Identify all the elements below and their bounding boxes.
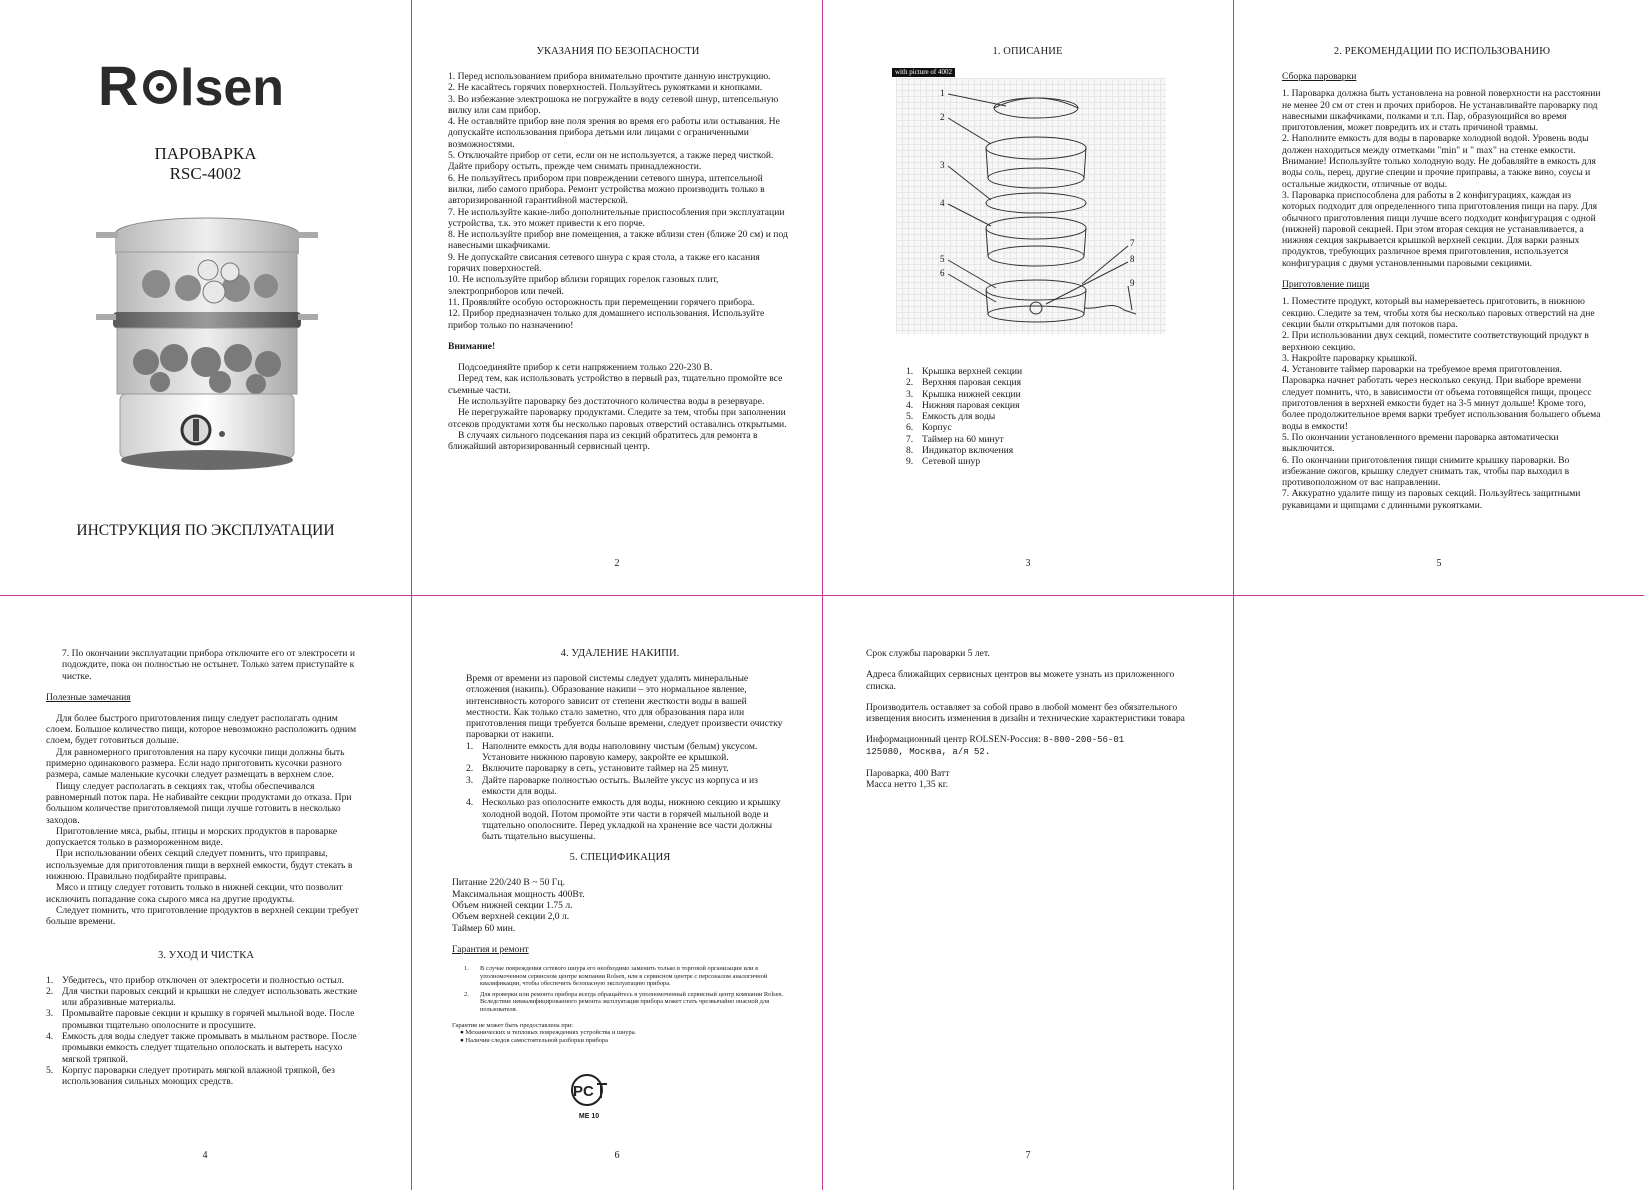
safety-item: 3. Во избежание электрошока не погружайте в воду сетевой шнур, штепсельную вилку или сам прибор. [448,93,779,116]
attention-item: В случаях сильного подсекания пара из секций обратитесь для ремонта в ближайший авторизированный сервисный центр. [448,429,758,453]
attention-item: Не используйте пароварку без достаточного количества воды в резервуаре. [458,396,765,408]
list-item: 1. Крышка верхней секции [906,366,1023,377]
description-title: 1. ОПИСАНИЕ [992,46,1063,57]
care-page [46,648,366,1148]
cooking-item: 6. По окончании приготовления пищи снимите крышку пароварки. Во избежание ожогов, крышку следует снимать так, чтобы пар выходил в противоположном от вас направлении. [1282,454,1570,489]
care-list [46,975,366,1088]
safety-item: 2. Не касайтесь горячих поверхностей. Пользуйтесь рукоятками и кнопками. [448,82,763,94]
warranty-heading: Гарантия и ремонт [452,943,529,955]
tip-item: Для более быстрого приготовления пищу следует располагать одним слоем. Большое количество пищи, которое невозможно расположить одним слоем, будет готовиться дольше. [46,712,357,747]
list-item: 6. Корпус [906,422,952,434]
callout-5: 5 [940,254,945,264]
cooking-item: 2. При использовании двух секций, поместите соответствующий продукт в верхнюю секцию. [1282,330,1589,353]
manual-title: ИНСТРУКЦИЯ ПО ЭКСПЛУАТАЦИИ [76,522,335,539]
callout-3: 3 [940,160,945,170]
spec-list [452,877,788,933]
exploded-diagram [896,78,1166,334]
cooking-item: 4. Установите таймер пароварки на требуемое время приготовления. Пароварка начнет работать через несколько секунд. При выборе времени следует помнить, что, в зависимости от объема готовящейся пищи, процесс приготовления в верхней емкости будет на 3-5 минут дольше! Кроме того, более продолжительное время варки требует использования большего объема воды в емкости! [1282,364,1601,432]
list-item: 4. Несколько раз ополосните емкость для воды, нижнюю секцию и крышку холодной водой. Потом промойте эти части в горячей мыльной воде и тщательно ополосните. Перед укладкой на хранение все части должны быть тщательно высушены. [466,797,781,843]
list-item: 1. Наполните емкость для воды наполовину чистым (белым) уксусом. Установите нижнюю паровую камеру, закройте ее крышкой. [466,740,758,764]
safety-item: 9. Не допускайте свисания сетевого шнура с края стола, а также его касания горячих поверхностей. [448,251,760,275]
recommendations-title: 2. РЕКОМЕНДАЦИИ ПО ИСПОЛЬЗОВАНИЮ [1333,46,1551,57]
warranty-void: Гарантия не может быть предоставлена при: [452,1021,574,1029]
callout-7: 7 [1130,238,1135,248]
info-center: Информационный центр ROLSEN-Россия: 8-800-200-56-01 [866,734,1125,746]
steamer-parts-diagram [896,78,1166,334]
spec-item: Питание 220/240 В ~ 50 Гц. [452,877,565,889]
descale-intro: Время от времени из паровой системы следует удалять минеральные отложения (накипь). Образование накипи – это нормальное явление, интенсивность которого зависит от степени жесткости воды в вашей местности. Как только стало заметно, что для образования пара или приготовления пищи требуется больше времени, следует произвести очистку пароварки от накипи. [466,673,783,741]
info-phone: 8-800-200-56-01 [1043,735,1125,746]
list-item: 2. Для чистки паровых секций и крышки не следует использовать жесткие или абразивные материалы. [46,985,358,1009]
safety-item: 12. Прибор предназначен только для домашнего использования. Используйте прибор только по назначению! [448,308,765,331]
descale-page [452,648,788,1148]
callout-4: 4 [940,198,945,208]
safety-item: 11. Проявляйте особую осторожность при перемещении горячего прибора. [448,296,755,308]
product-name: ПАРОВАРКА [154,144,257,163]
list-item: 8. Индикатор включения [906,445,1014,457]
assembly-item: 2. Наполните емкость для воды в пароварке холодной водой. Уровень воды должен находиться между отметками "min" и " max" на стенке емкости. [1282,133,1589,156]
page-number: 6 [614,1150,620,1161]
model-number: RSC-4002 [169,164,242,183]
spec-item: Максимальная мощность 400Вт. [452,888,585,900]
page-number: 7 [1025,1150,1031,1161]
list-item: 2. Для проверки или ремонта прибора всегда обращайтесь в уполномоченный сервисный центр компании Rolsen. Вследствие неквалифицированного ремонта эксплуатация прибора может стать чрезвычайно опасной для пользователя. [464,990,784,1013]
list-item: 3. Промывайте паровые секции и крышку в горячей мыльной воде. После промывки тщательно ополосните и просушите. [46,1008,355,1031]
descale-steps [452,741,788,843]
list-item: 1. В случае повреждения сетевого шнура его необходимо заменить только в торговой организации или в уполномоченном сервисном центре компании Rolsen, или в сервисном центре с персоналом аналогичной квалификации, чтобы обеспечить безопасную эксплуатацию прибора. [464,964,768,988]
safety-item: 1. Перед использованием прибора внимательно прочтите данную инструкцию. [448,71,771,82]
list-item: 1. Убедитесь, что прибор отключен от электросети и полностью остыл. [46,974,345,986]
attention-item: Подсоединяйте прибор к сети напряжением только 220-230 В. [458,362,713,374]
svg-text:PC: PC [573,1083,594,1100]
manufacturer-note: Производитель оставляет за собой право в любой момент без обязательного извещения вносить изменения в дизайн и технические характеристики товара [866,701,1185,725]
assembly-item: Внимание! Используйте только холодную воду. Не добавляйте в емкость для воды соль, перец, другие специи и прочие приправы, а также вино, соусы и остальные жидкости, отличные от воды. [1282,156,1596,190]
callout-2: 2 [940,112,945,122]
parts-list [906,366,1106,468]
service-life: Срок службы пароварки 5 лет. [866,648,990,659]
descale-title: 4. УДАЛЕНИЕ НАКИПИ. [560,648,680,659]
svg-text:R: R [98,55,140,115]
spec-item: Объем верхней секции 2,0 л. [452,911,570,923]
assembly-item: 3. Пароварка приспособлена для работы в 2 конфигурациях, каждая из которых подходит для определенного типа приготовления пищи на пару. Для обычного приготовления пищи лучше всего подходит конфигурация с одной (нижней) паровой секцией. При этом вторая секция не устанавливается, а нижняя секция закрывается крышкой верхней секции. Для варки разных продуктов, требующих различное время приготовления, используется конфигурация с двумя установленными паровыми секциями. [1282,189,1598,269]
info-address: 125080, Москва, а/я 52. [866,746,991,757]
rst-certification-icon [567,1072,611,1108]
tip-item: Для равномерного приготовления на пару кусочки пищи должны быть примерно одинакового размера. Если надо приготовить кусочки разного размера, самые маленькие кусочки следует размещать в верхнем слое. [46,746,345,781]
care-title: 3. УХОД И ЧИСТКА [157,949,255,961]
safety-title: УКАЗАНИЯ ПО БЕЗОПАСНОСТИ [536,46,700,57]
product-power: Пароварка, 400 Ватт [866,768,950,780]
list-item: 4. Нижняя паровая секция [906,399,1020,411]
warranty-bullet: ● Наличии следов самостоятельной разборки прибора [460,1036,608,1044]
page-number: 5 [1436,558,1442,569]
attention-label: Внимание! [448,340,496,352]
row-divider [0,595,1644,596]
safety-list [448,71,788,453]
tip-item: Мясо и птицу следует готовить только в нижней секции, что позволит исключить попадание сока сырого мяса на другие продукты. [46,882,343,905]
assembly-item: 1. Пароварка должна быть установлена на ровной поверхности на расстоянии не менее 20 см от стен и прочих приборов. Не устанавливайте пароварку под навесными шкафчиками, полками и т.п. Пар, образующийся во время приготовления, может повредить их и стать причиной травмы. [1282,88,1601,134]
list-item: 5. Емкость для воды [906,411,996,423]
list-item: 9. Сетевой шнур [906,456,981,468]
attention-item: Перед тем, как использовать устройство в первый раз, тщательно промойте все съемные части. [448,373,783,396]
list-item: 5. Корпус пароварки следует протирать мягкой влажной тряпкой, без использования сильных моющих средств. [46,1064,335,1088]
attention-item: Не перегружайте пароварку продуктами. Следите за тем, чтобы при заполнении отсеков продуктами хотя бы несколько паровых отверстий оставались открытыми. [448,407,787,430]
spec-item: Таймер 60 мин. [452,922,516,934]
cert-code: МЕ 10 [578,1113,600,1120]
service-centers: Адреса ближайщих сервисных центров вы можете узнать из приложенного списка. [866,669,1175,692]
callout-1: 1 [940,88,945,98]
callout-8: 8 [1130,254,1135,264]
callout-9: 9 [1130,278,1135,288]
cooking-item: 7. Аккуратно удалите пищу из паровых секций. Пользуйтесь защитными рукавицами и щипцами с длинными рукоятками. [1282,488,1581,511]
callout-6: 6 [940,268,945,278]
picture-tag: with picture of 4002 [892,68,955,77]
cover-page [0,0,411,595]
list-item: 7. По окончании эксплуатации прибора отключите его от электросети и подождите, пока он полностью не остынет. Только затем приступайте к чистке. [62,648,355,682]
safety-item: 10. Не используйте прибор вблизи горящих горелок газовых плит, электроприборов или печей. [448,274,719,297]
safety-item: 5. Отключайте прибор от сети, если он не используется, а также перед чисткой. Дайте прибору остыть, прежде чем снимать принадлежности. [448,150,774,173]
cooking-item: 1. Поместите продукт, который вы намереваетесь приготовить, в нижнюю секцию. Следите за тем, чтобы хотя бы несколько паровых отверстий на дне секции были открытыми для потоков пара. [1282,296,1595,330]
list-item: 3. Дайте пароварке полностью остыть. Вылейте уксус из корпуса и из емкости для воды. [466,774,758,797]
product-weight: Масса нетто 1,35 кг. [866,779,949,791]
safety-item: 7. Не используйте какие-либо дополнительные приспособления при эксплуатации устройства, т.к. это может привести к его порче. [448,206,785,229]
svg-text:lsen: lsen [180,59,285,115]
warranty-list [452,965,788,1014]
tip-item: При использовании обеих секций следует помнить, что приправы, используемые для приготовления пищи в верхней емкости, будут стекать в нижнюю. Правильно подбирайте приправы. [46,848,353,883]
rolsen-logo-icon [96,55,326,115]
steamer-product-image [96,212,318,502]
list-item: 7. Таймер на 60 минут [906,433,1004,445]
list-item: 4. Емкость для воды следует также промывать в мыльном растворе. После промывки емкость следует тщательно ополоскать и вытереть насухо мягкой тряпкой. [46,1031,357,1065]
tip-item: Пищу следует располагать в секциях так, чтобы обеспечивался равномерный поток пара. Не набивайте секции продуктами до отказа. При большом количестве приготовляемой пищи лучше готовить в несколько заходов. [46,780,352,826]
brand-logo [96,55,326,115]
tip-item: Следует помнить, что приготовление продуктов в верхней секции требует больше времени. [46,904,359,928]
certification-mark [564,1072,614,1120]
tips-heading: Полезные замечания [46,691,131,703]
assembly-heading: Сборка пароварки [1282,71,1357,82]
service-page [866,648,1196,1148]
safety-page [448,46,788,586]
list-item: 3. Крышка нижней секции [906,388,1021,400]
recommendations-page [1282,46,1602,586]
warranty-bullet: ● Механических и тепловых повреждениях устройства и шнура. [460,1029,637,1037]
safety-item: 4. Не оставляйте прибор вне поля зрения во время его работы или остывания. Не допускайте использования прибора детьми или лицами с ограниченными возможностями. [448,116,780,150]
tip-item: Приготовление мяса, рыбы, птицы и морских продуктов в пароварке допускается только в размороженном виде. [46,825,338,849]
spec-title: 5. СПЕЦИФИКАЦИЯ [569,852,671,864]
page-number: 4 [202,1150,208,1161]
cooking-item: 5. По окончании установленного времени пароварка автоматически выключится. [1282,431,1559,455]
safety-item: 6. Не пользуйтесь прибором при повреждении сетевого шнура, штепсельной вилки, либо самого прибора. Ремонт устройства можно производить только в авторизированной гарантийной мастерской. [448,172,765,207]
cooking-heading: Приготовление пищи [1282,279,1370,291]
cooking-item: 3. Накройте пароварку крышкой. [1282,352,1417,364]
list-item: 2. Включите пароварку в сеть, установите таймер на 25 минут. [466,763,729,775]
description-page [822,46,1233,586]
page-number: 3 [1025,558,1031,569]
safety-item: 8. Не используйте прибор вне помещения, а также вблизи стен (ближе 20 см) и под навесными шкафчиками. [448,229,788,252]
page-number: 2 [614,558,620,569]
list-item: 2. Верхняя паровая секция [906,377,1022,389]
spec-item: Объем нижней секции 1.75 л. [452,900,573,912]
